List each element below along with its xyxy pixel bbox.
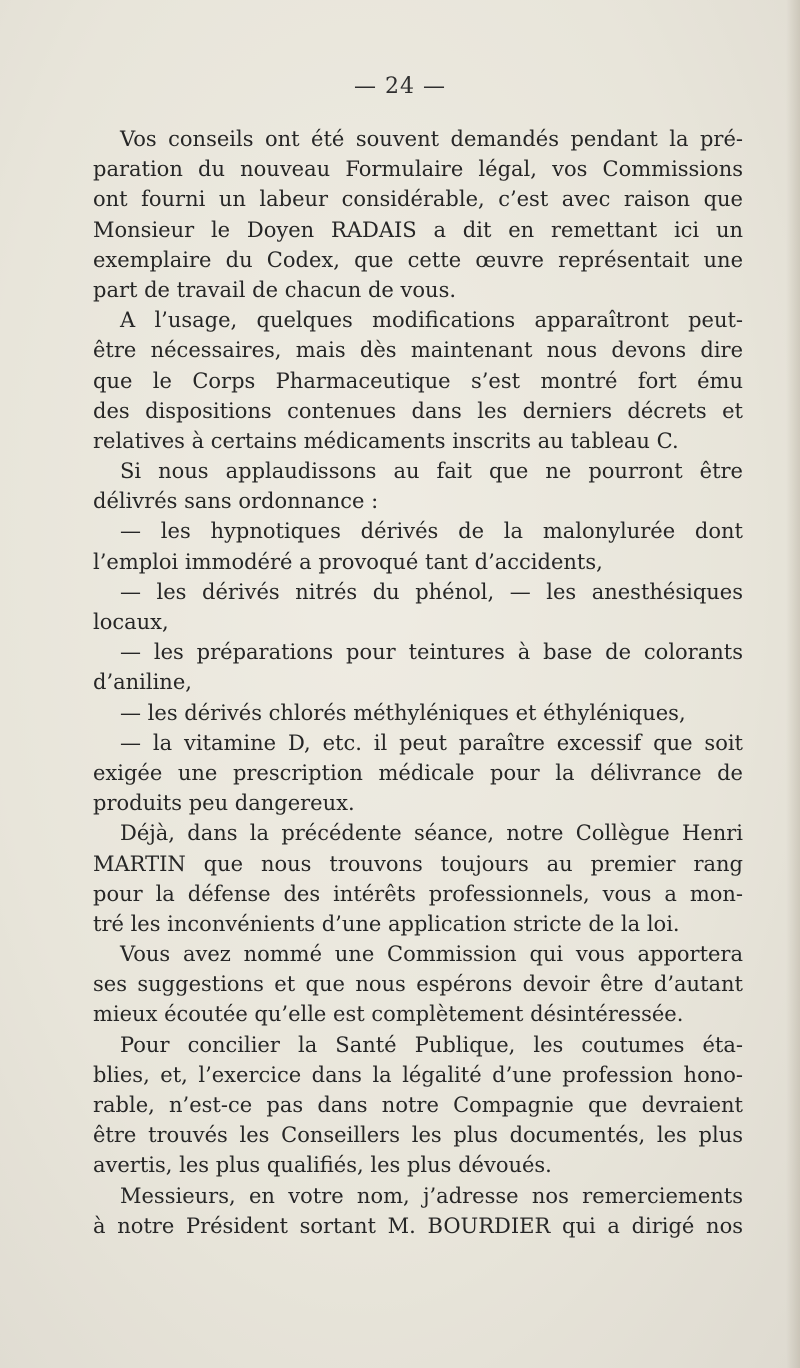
text-line: Vous avez nommé une Commission qui vous apportera	[120, 942, 743, 967]
text-line: rable, n’est-ce pas dans notre Compagnie que devraient	[93, 1093, 743, 1117]
body-text	[93, 124, 743, 1241]
text-line: — les préparations pour teintures à base de colorants	[120, 640, 743, 665]
text-line: paration du nouveau Formulaire légal, vos Commissions	[93, 157, 743, 182]
page-edge-shadow	[786, 0, 800, 1368]
text-line: MARTIN que nous trouvons toujours au premier rang	[93, 851, 743, 876]
text-line: l’emploi immodéré a provoqué tant d’accidents,	[93, 549, 603, 574]
text-line: Déjà, dans la précédente séance, notre Collègue Henri	[120, 821, 743, 846]
text-line: A l’usage, quelques modifications apparaîtront peut-	[120, 308, 743, 333]
text-line: d’aniline,	[93, 670, 192, 695]
text-line: exigée une prescription médicale pour la délivrance de	[93, 760, 743, 785]
text-line: part de travail de chacun de vous.	[93, 277, 457, 302]
text-line: délivrés sans ordonnance :	[93, 489, 379, 514]
text-line: — les hypnotiques dérivés de la malonylurée dont	[120, 519, 743, 544]
text-line: blies, et, l’exercice dans la légalité d’une profession hono-	[93, 1062, 743, 1087]
text-line: — les dérivés chlorés méthyléniques et éthyléniques,	[120, 700, 686, 725]
text-line: à notre Président sortant M. BOURDIER qui a dirigé nos	[93, 1213, 743, 1238]
text-line: ont fourni un labeur considérable, c’est avec raison que	[93, 187, 743, 212]
text-line: Monsieur le Doyen RADAIS a dit en remettant ici un	[93, 217, 743, 242]
text-line: Vos conseils ont été souvent demandés pendant la pré-	[120, 127, 743, 151]
text-line: Messieurs, en votre nom, j’adresse nos remerciements	[120, 1183, 743, 1208]
page-number: — 24 —	[354, 74, 446, 99]
text-line: être trouvés les Conseillers les plus documentés, les plus	[93, 1123, 743, 1148]
text-line: produits peu dangereux.	[93, 791, 355, 816]
text-line: Pour concilier la Santé Publique, les coutumes éta-	[120, 1032, 743, 1057]
text-line: ses suggestions et que nous espérons devoir être d’autant	[93, 972, 743, 997]
text-line: avertis, les plus qualifiés, les plus dévoués.	[93, 1153, 552, 1178]
text-line: locaux,	[93, 610, 169, 634]
text-line: des dispositions contenues dans les derniers décrets et	[93, 398, 743, 423]
text-line: mieux écoutée qu’elle est complètement désintéressée.	[93, 1002, 684, 1027]
text-line: — la vitamine D, etc. il peut paraître excessif que soit	[120, 730, 743, 755]
text-line: exemplaire du Codex, que cette œuvre représentait une	[93, 247, 743, 272]
text-line: — les dérivés nitrés du phénol, — les anesthésiques	[120, 579, 743, 604]
text-line: pour la défense des intérêts professionnels, vous a mon-	[93, 881, 743, 906]
text-line: Si nous applaudissons au fait que ne pourront être	[120, 459, 743, 484]
text-line: que le Corps Pharmaceutique s’est montré fort ému	[93, 368, 743, 393]
text-line: être nécessaires, mais dès maintenant nous devons dire	[93, 338, 743, 363]
text-line: tré les inconvénients d’une application stricte de la loi.	[93, 911, 680, 936]
text-line: relatives à certains médicaments inscrits au tableau C.	[93, 428, 679, 453]
